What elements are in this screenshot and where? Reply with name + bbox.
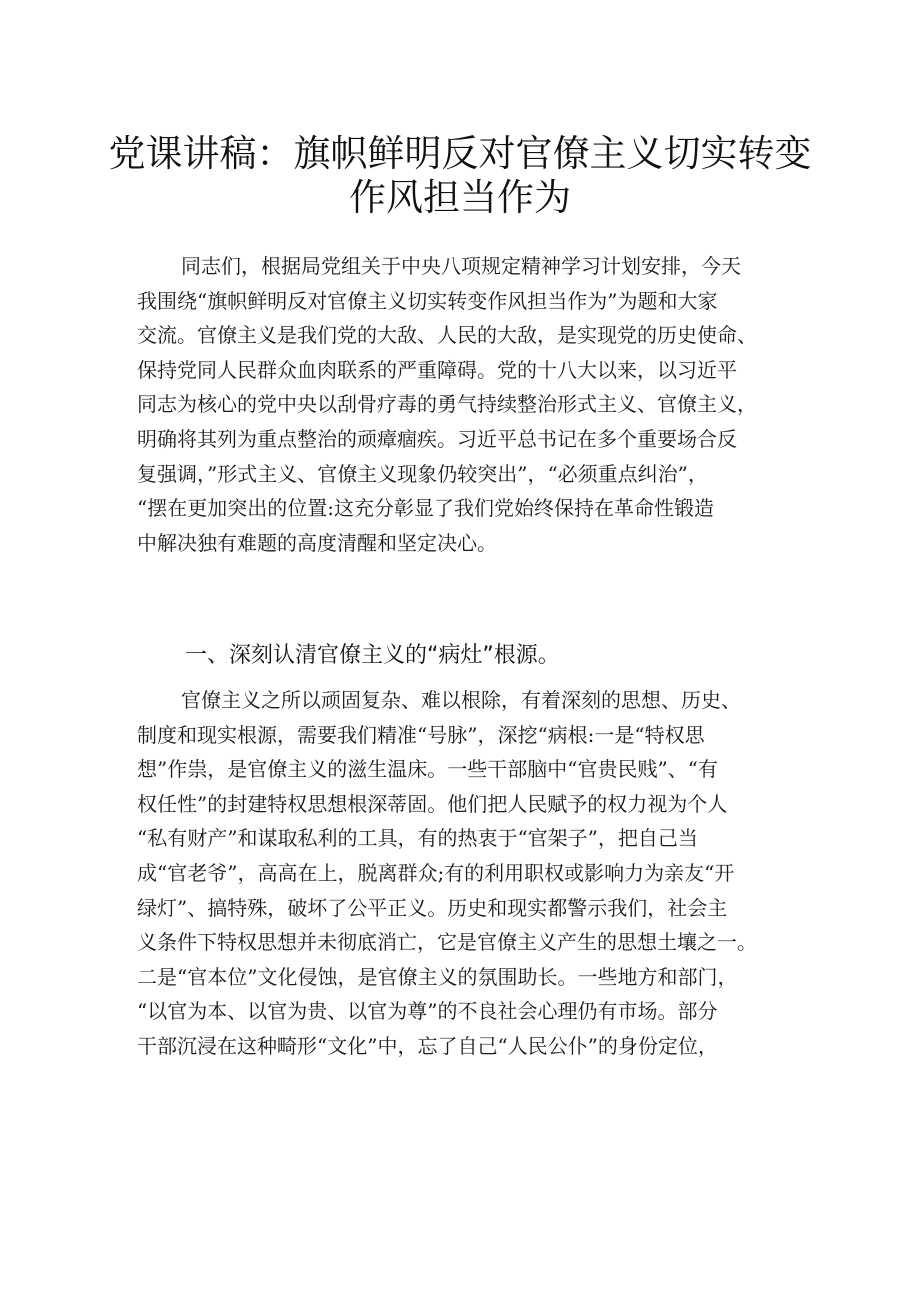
text-line: 官僚主义之所以顽固复杂、难以根除，有着深刻的思想、历史、: [181, 688, 741, 712]
text-line: 成“官老爷”，高高在上，脱离群众;有的利用职权或影响力为亲友“开: [137, 860, 735, 885]
text-line: “私有财产”和谋取私利的工具，有的热衷于“官架子”，把自己当: [137, 826, 698, 851]
text-line: 我围绕“旗帜鲜明反对官僚主义切实转变作风担当作为”为题和大家: [137, 288, 718, 313]
text-line: 中解决独有难题的高度清醒和坚定决心。: [137, 530, 497, 555]
text-line: 权任性”的封建特权思想根深蒂固。他们把人民赋予的权力视为个人: [137, 791, 728, 816]
paragraph-section-1: [137, 683, 793, 1064]
text-line: 保持党同人民群众血肉联系的严重障碍。党的十八大以来，以习近平: [137, 357, 737, 382]
text-line: 明确将其列为重点整治的顽瘴痼疾。习近平总书记在多个重要场合反: [137, 426, 737, 451]
text-line: 干部沉浸在这种畸形“文化”中，忘了自己“人民公仆”的身份定位，: [137, 1033, 718, 1058]
document-title-line-1: 党课讲稿：旗帜鲜明反对官僚主义切实转变: [108, 132, 812, 175]
text-line: 交流。官僚主义是我们党的大敌、人民的大敌，是实现党的历史使命、: [137, 323, 757, 348]
text-line: 二是“官本位”文化侵蚀，是官僚主义的氛围助长。一些地方和部门，: [137, 964, 738, 989]
text-line: 绿灯”、搞特殊，破坏了公平正义。历史和现实都警示我们，社会主: [137, 895, 728, 920]
text-line: 想”作祟，是官僚主义的滋生温床。一些干部脑中“官贵民贱”、“有: [137, 757, 718, 782]
text-line: 制度和现实根源，需要我们精准“号脉”，深挖“病根:一是“特权思: [137, 722, 705, 747]
text-line: “以官为本、以官为贵、以官为尊”的不良社会心理仍有市场。部分: [137, 999, 718, 1024]
text-line: 义条件下特权思想并未彻底消亡，它是官僚主义产生的思想土壤之一。: [137, 930, 757, 955]
section-heading: 一、深刻认清官僚主义的“病灶”根源。: [185, 643, 560, 668]
text-line: 复强调，”形式主义、官僚主义现象仍较突出”，“必须重点纠治”，: [137, 461, 708, 486]
text-line: 同志为核心的党中央以刮骨疗毒的勇气持续整治形式主义、官僚主义，: [137, 392, 757, 417]
text-line: 同志们，根据局党组关于中央八项规定精神学习计划安排，今天: [181, 254, 741, 278]
document-title-line-2: 作风担当作为: [349, 176, 571, 219]
text-line: “摆在更加突出的位置:这充分彰显了我们党始终保持在革命性锻造: [137, 496, 714, 521]
paragraph-intro: [137, 249, 793, 560]
